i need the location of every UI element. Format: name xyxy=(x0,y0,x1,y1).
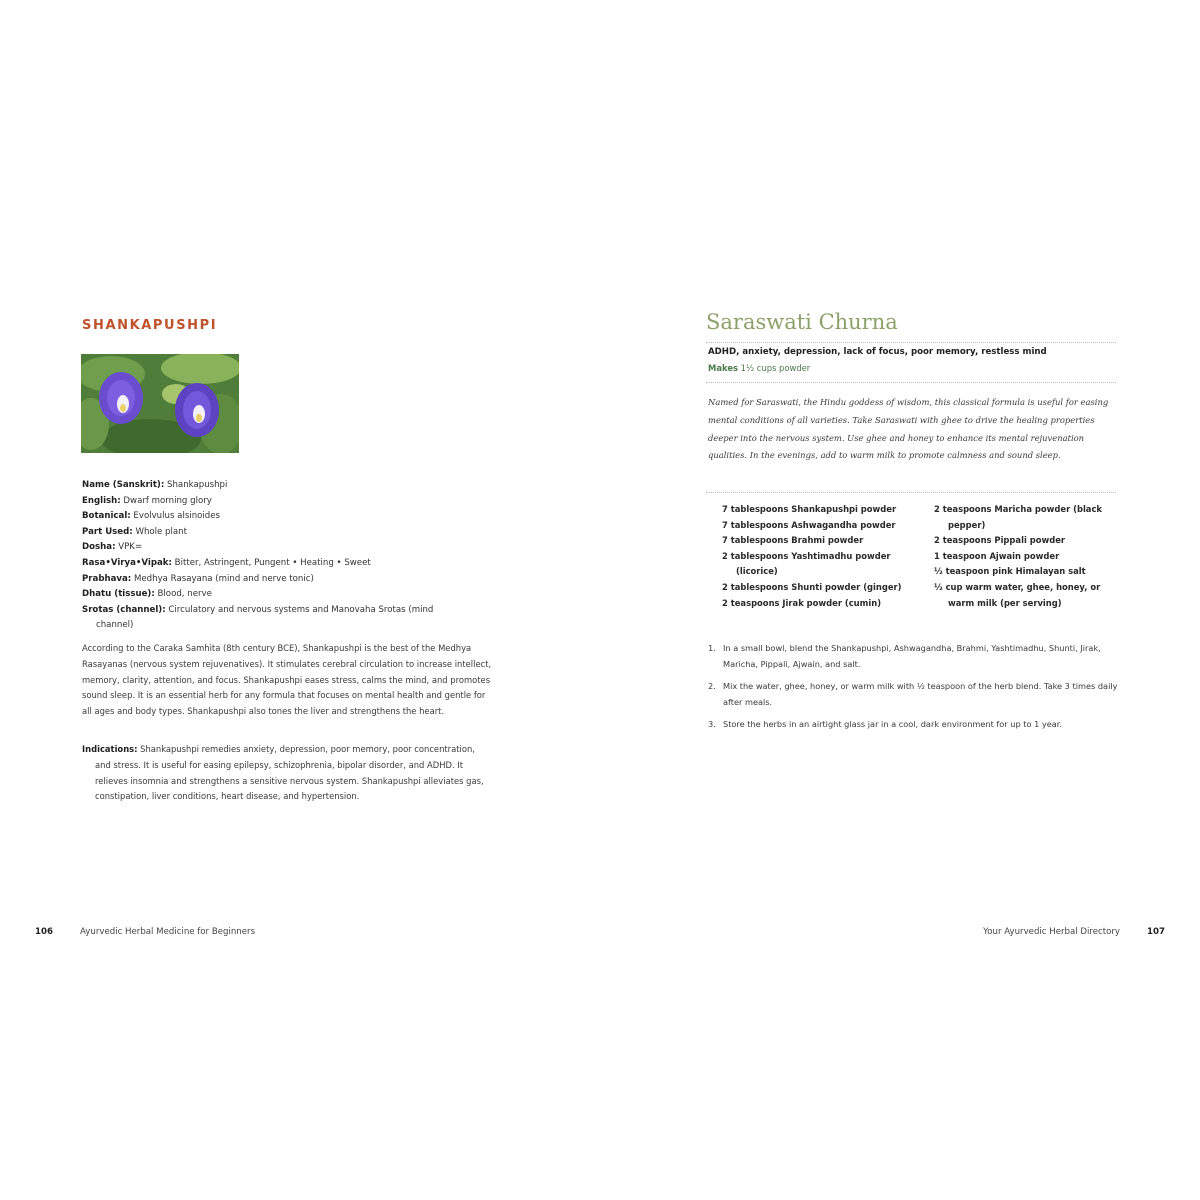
step-text: In a small bowl, blend the Shankapushpi, Ashwagandha, Brahmi, Yashtimadhu, Shunti, Jirak, Maricha, Pippali, Ajwain, and salt. xyxy=(723,643,1101,669)
recipe-title: Saraswati Churna xyxy=(706,310,898,334)
herb-title: SHANKAPUSHPI xyxy=(82,318,218,333)
step-text: Store the herbs in an airtight glass jar in a cool, dark environment for up to 1 year. xyxy=(723,719,1062,730)
ingredient-item: 2 teaspoons Pippali powder xyxy=(934,535,1066,546)
herb-indications xyxy=(82,742,492,805)
herb-properties xyxy=(82,478,502,634)
recipe-yield: Makes 1½ cups powder xyxy=(708,363,811,373)
step-text: Mix the water, ghee, honey, or warm milk with ½ teaspoon of the herb blend. Take 3 times daily after meals. xyxy=(723,681,1118,707)
yield-divider xyxy=(706,382,1116,383)
step-number: 2. xyxy=(708,681,716,692)
ingredient-item: 2 teaspoons Maricha powder (black pepper) xyxy=(934,504,1102,530)
indications-label: Indications: xyxy=(82,744,138,754)
recipe-step xyxy=(708,717,1118,733)
prop-part-used: Part Used: Whole plant xyxy=(82,526,187,537)
footer-page-number-left: 106 xyxy=(35,927,53,937)
ingredient-item: ½ teaspoon pink Himalayan salt xyxy=(934,566,1086,577)
recipe-intro: Named for Saraswati, the Hindu goddess of wisdom, this classical formula is useful for easing mental conditions of all varieties. Take Saraswati with ghee to drive the healing properties deeper into the nervous system. Use ghee and honey to enhance its mental rejuvenation qualities. In the evenings, add to warm milk to promote calmness and sound sleep. xyxy=(708,397,1109,461)
recipe-steps xyxy=(708,641,1118,740)
ingredient-item: 7 tablespoons Ashwagandha powder xyxy=(722,519,896,530)
ingredient-item: 7 tablespoons Shankapushpi powder xyxy=(722,504,897,514)
ingredient-item: 2 teaspoons Jirak powder (cumin) xyxy=(722,597,882,608)
ingredient-item: 7 tablespoons Brahmi powder xyxy=(722,535,864,546)
footer-page-number-right: 107 xyxy=(1147,927,1165,937)
prop-botanical: Botanical: Evolvulus alsinoides xyxy=(82,511,221,522)
recipe-step xyxy=(708,641,1118,672)
title-divider xyxy=(706,342,1116,343)
recipe-uses: ADHD, anxiety, depression, lack of focus, poor memory, restless mind xyxy=(708,347,1047,357)
ingredient-item: 2 tablespoons Shunti powder (ginger) xyxy=(722,581,902,592)
herb-description: According to the Caraka Samhita (8th century BCE), Shankapushpi is the best of the Medhya Rasayanas (nervous system rejuvenatives). It stimulates cerebral circulation to increase intellect, memory, clarity, attention, and focus. Shankapushpi eases stress, calms the mind, and promotes sound sleep. It is an essential herb for any formula that focuses on mental health and gentle for all ages and body types. Shankapushpi also tones the liver and strengthens the heart. xyxy=(82,643,492,717)
step-number: 3. xyxy=(708,719,716,730)
footer-section-title: Your Ayurvedic Herbal Directory xyxy=(983,927,1120,937)
prop-dosha: Dosha: VPK= xyxy=(82,542,143,553)
ingredients-left xyxy=(722,502,917,611)
prop-srotas: Srotas (channel): Circulatory and nervous systems and Manovaha Srotas (mind channel) xyxy=(82,604,434,631)
prop-prabhava: Prabhava: Medhya Rasayana (mind and nerve tonic) xyxy=(82,573,314,584)
ingredient-item: ½ cup warm water, ghee, honey, or warm milk (per serving) xyxy=(934,581,1101,608)
prop-english-name: English: Dwarf morning glory xyxy=(82,495,212,506)
prop-sanskrit-name: Name (Sanskrit): Shankapushpi xyxy=(82,480,228,490)
ingredient-item: 1 teaspoon Ajwain powder xyxy=(934,550,1060,561)
step-number: 1. xyxy=(708,643,716,653)
prop-rasa-virya-vipak: Rasa•Virya•Vipak: Bitter, Astringent, Pungent • Heating • Sweet xyxy=(82,557,371,568)
ingredient-item: 2 tablespoons Yashtimadhu powder (licorice) xyxy=(722,550,891,577)
prop-dhatu: Dhatu (tissue): Blood, nerve xyxy=(82,589,212,600)
intro-divider xyxy=(706,492,1116,493)
recipe-step xyxy=(708,679,1118,710)
indications-text: Shankapushpi remedies anxiety, depression, poor memory, poor concentration, and stress. It is useful for easing epilepsy, schizophrenia, bipolar disorder, and ADHD. It relieves insomnia and strengthens a sensitive nervous system. Shankapushpi alleviates gas, constipation, liver conditions, heart disease, and hypertension. xyxy=(95,744,484,802)
footer-book-title: Ayurvedic Herbal Medicine for Beginners xyxy=(80,927,256,937)
herb-photo xyxy=(81,354,239,453)
ingredients-right xyxy=(934,502,1124,611)
